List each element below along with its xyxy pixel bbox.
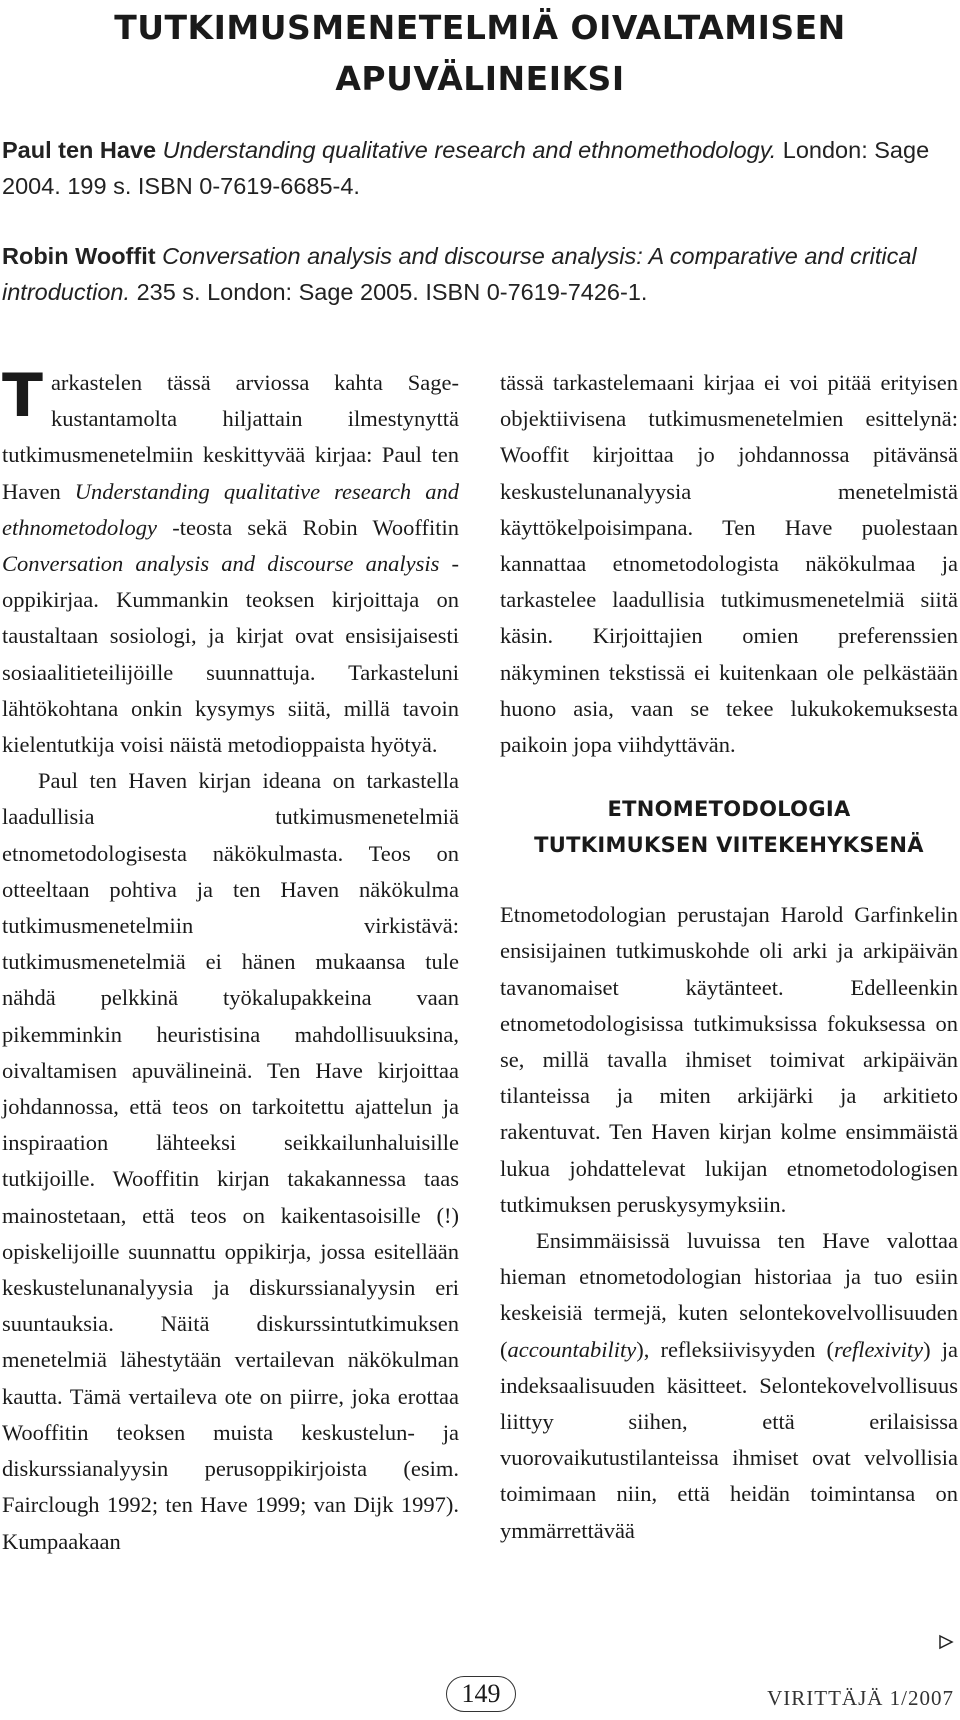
- section-heading-line-1: ETNOMETODOLOGIA: [607, 797, 851, 822]
- book-title-italic: Conversation analysis and discourse analysis: [2, 551, 440, 577]
- reference-title: Conversation analysis and discourse analysis: A comparative and critical introduction.: [2, 243, 917, 305]
- drop-cap: T: [2, 361, 43, 431]
- text-run: ), refleksiivisyyden (: [636, 1336, 835, 1362]
- reference-details: 235 s. London: Sage 2005. ISBN 0-7619-7426-1.: [136, 279, 648, 305]
- book-references: [2, 132, 956, 344]
- left-column: [2, 361, 459, 1560]
- body-paragraph: Etnometodologian perustajan Harold Garfinkelin ensisijainen tutkimuskohde oli arki ja arkipäivän tavanomaiset käytänteet. Edelleenkin etnometodologisissa tutkimuksissa fokuksessa on se, millä tavalla ihmiset toimivat arkipäivän tilanteissa ja miten arkijärki ja arkitieto rakentuvat. Ten Haven kirjan kolme ensimmäistä lukua johdattelevat lukijan etnometodologisen tutkimuksen peruskysymyksiin.: [500, 902, 958, 1217]
- text-run: arkastelen tässä arviossa kahta Sage-kustantamolta hiljattain ilmestynyttä tutkimusmenetelmiin keskittyvää kirjaa: Paul ten Haven: [2, 370, 459, 504]
- term-italic: accountability: [507, 1336, 637, 1362]
- reference-author: Robin Wooffit: [2, 243, 156, 269]
- text-run: -teosta sekä Robin Wooffitin: [156, 514, 459, 540]
- book-title-italic: Understanding qualitative research and ethnometodology: [2, 478, 459, 540]
- right-column: [500, 365, 958, 1549]
- text-run: -oppikirjaa. Kummankin teoksen kirjoittaja on taustaltaan sosiologi, ja kirjat ovat ensisijaisesti sosiaalitieteilijöille suunnattuja. Tarkasteluni lähtökohtana onkin kysymys siitä, millä tavoin kielentutkija voisi näistä metodioppaista hyötyä.: [2, 551, 459, 758]
- article-title: [0, 2, 960, 104]
- body-paragraph: tässä tarkastelemaani kirjaa ei voi pitää erityisen objektiivisena tutkimusmenetelmien esittelynä: Wooffit kirjoittaa jo johdannossa pitävänsä keskustelunanalyysia menetelmistä käyttökelpoisimpana. Ten Have puolestaan kannattaa etnometodologista näkökulmaa ja tarkastelee laadullisia tutkimusmenetelmiä siitä käsin. Kirjoittajien omien preferenssien näkyminen tekstissä ei kuitenkaan ole pelkästään huono asia, vaan se tekee lukukokemuksesta paikoin jopa viihdyttävän.: [500, 370, 958, 758]
- text-run: Ensimmäisissä luvuissa ten Have valottaa hieman etnometodologian historiaa ja tuo esiin keskeisiä termejä, kuten selontekovelvollisuuden (: [500, 1228, 958, 1362]
- section-heading: [500, 791, 958, 863]
- title-line-1: TUTKIMUSMENETELMIÄ OIVALTAMISEN: [114, 8, 846, 47]
- term-italic: reflexivity: [834, 1336, 924, 1362]
- reference-title: Understanding qualitative research and ethnomethodology.: [162, 137, 777, 163]
- title-line-2: APUVÄLINEIKSI: [335, 59, 625, 98]
- body-paragraph: [500, 1223, 958, 1549]
- intro-paragraph: [2, 361, 459, 763]
- reference-author: Paul ten Have: [2, 137, 157, 163]
- journal-name: VIRITTÄJÄ 1/2007: [767, 1686, 954, 1710]
- text-run: ) ja indeksaalisuuden käsitteet. Selontekovelvollisuus liittyy siihen, että erilaisissa vuorovaikutustilanteissa ihmiset ovat velvollisia toimimaan niin, että heidän toimintansa on ymmärrettävää: [500, 1336, 959, 1543]
- reference-details: London: Sage 2004. 199 s. ISBN 0-7619-6685-4.: [2, 137, 930, 199]
- body-paragraph: Paul ten Haven kirjan ideana on tarkastella laadullisia tutkimusmenetelmiä etnometodologisesta näkökulmasta. Teos on otteeltaan pohtiva ja ten Haven näkökulma tutkimusmenetelmiin virkistävä: tutkimusmenetelmiä ei hänen mukaansa tule nähdä pelkkinä työkalupakkeina vaan pikemminkin heuristisina mahdollisuuksina, oivaltamisen apuvälineinä. Ten Have kirjoittaa johdannossa, että teos on tarkoitettu ajattelun ja inspiraation lähteeksi seikkailunhaluisille tutkijoille. Wooffitin kirjan takakannessa taas mainostetaan, että teos on kaikentasoisille (!) opiskelijoille suunnattu oppikirja, jossa esitellään keskustelunanalyysia ja diskurssianalyysin eri suuntauksia. Näitä diskurssintutkimuksen menetelmiä lähestytään vertailevan näkökulman kautta. Tämä vertaileva ote on piirre, joka erottaa Wooffitin teoksen muista keskustelun- ja diskurssianalyysin perusoppikirjoista (esim. Fairclough 1992; ten Have 1999; van Dijk 1997). Kumpaakaan: [2, 768, 459, 1554]
- section-heading-line-2: TUTKIMUKSEN VIITEKEHYKSENÄ: [534, 833, 924, 858]
- reference-item: [2, 238, 956, 310]
- page-number: 149: [446, 1676, 516, 1712]
- reference-item: [2, 132, 956, 204]
- continue-arrow-icon: [938, 1634, 954, 1650]
